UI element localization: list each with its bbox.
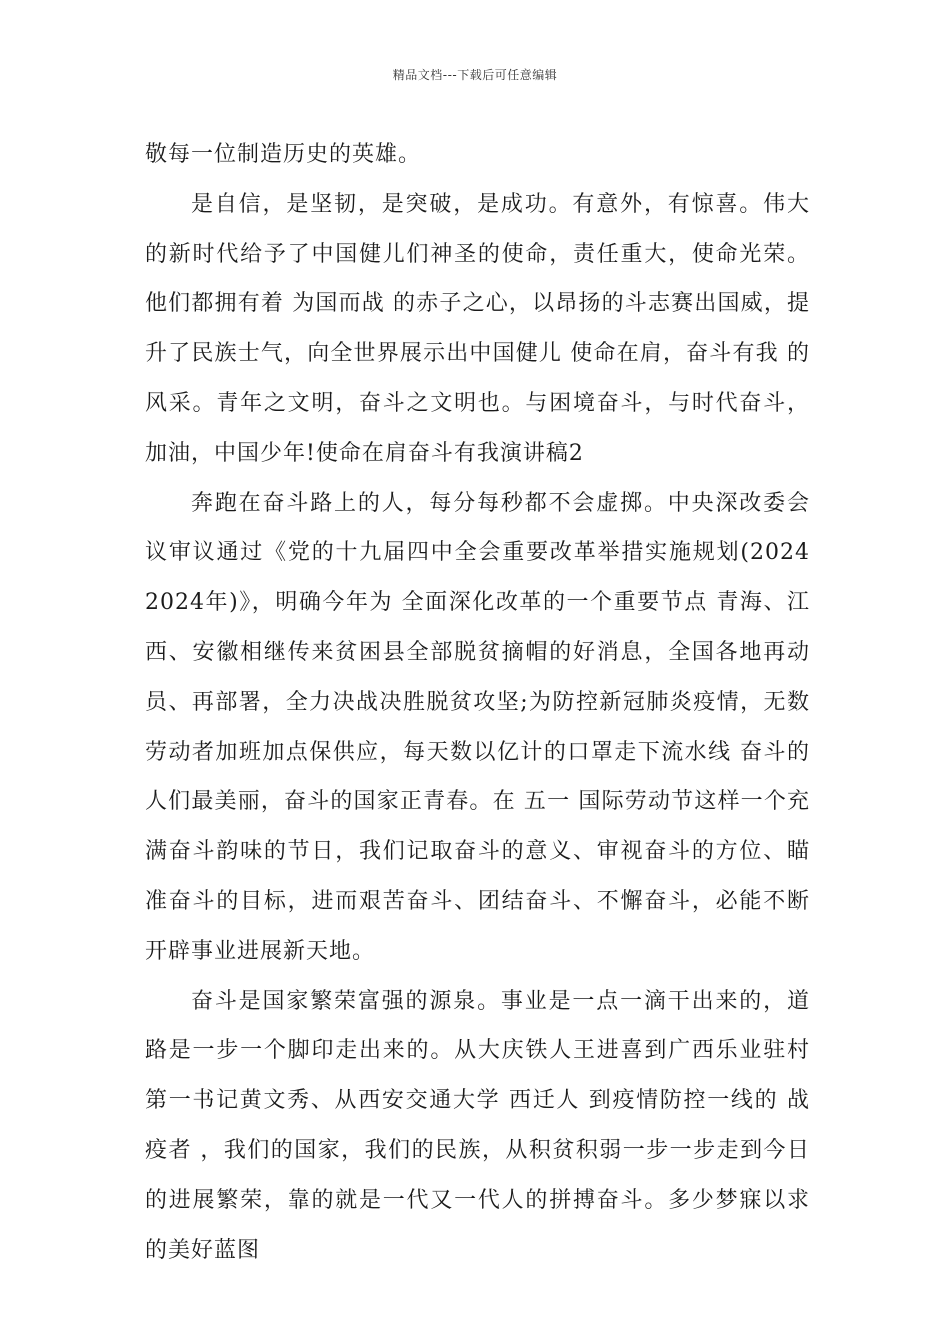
paragraph-2: 是自信，是坚韧，是突破，是成功。有意外，有惊喜。伟大的新时代给予了中国健儿们神圣的使命，责任重大，使命光荣。他们都拥有着 为国而战 的赤子之心，以昂扬的斗志赛出国威，提升了民族士气，向全世界展示出中国健儿 使命在肩，奋斗有我 的风采。青年之文明，奋斗之文明也。与困境奋斗，与时代奋斗，加油，中国少年!使命在肩奋斗有我演讲稿2 <box>145 191 810 466</box>
paragraph-1: 敬每一位制造历史的英雄。 <box>145 142 422 167</box>
document-body <box>145 130 810 1275</box>
paragraph-4: 奋斗是国家繁荣富强的源泉。事业是一点一滴干出来的，道路是一步一个脚印走出来的。从大庆铁人王进喜到广西乐业驻村第一书记黄文秀、从西安交通大学 西迁人 到疫情防控一线的 战疫者 ，我们的国家，我们的民族，从积贫积弱一步一步走到今日的进展繁荣，靠的就是一代又一代人的拼搏奋斗。多少梦寐以求的美好蓝图 <box>145 988 810 1263</box>
page-header: 精品文档---下载后可任意编辑 <box>392 68 558 82</box>
paragraph-3: 奔跑在奋斗路上的人，每分每秒都不会虚掷。中央深改委会议审议通过《党的十九届四中全会重要改革举措实施规划(2024 2024年)》，明确今年为 全面深化改革的一个重要节点 青海、江西、安徽相继传来贫困县全部脱贫摘帽的好消息，全国各地再动员、再部署，全力决战决胜脱贫攻坚;为防控新冠肺炎疫情，无数劳动者加班加点保供应，每天数以亿计的口罩走下流水线 奋斗的人们最美丽，奋斗的国家正青春。在 五一 国际劳动节这样一个充满奋斗韵味的节日，我们记取奋斗的意义、审视奋斗的方位、瞄准奋斗的目标，进而艰苦奋斗、团结奋斗、不懈奋斗，必能不断开辟事业进展新天地。 <box>145 490 810 964</box>
